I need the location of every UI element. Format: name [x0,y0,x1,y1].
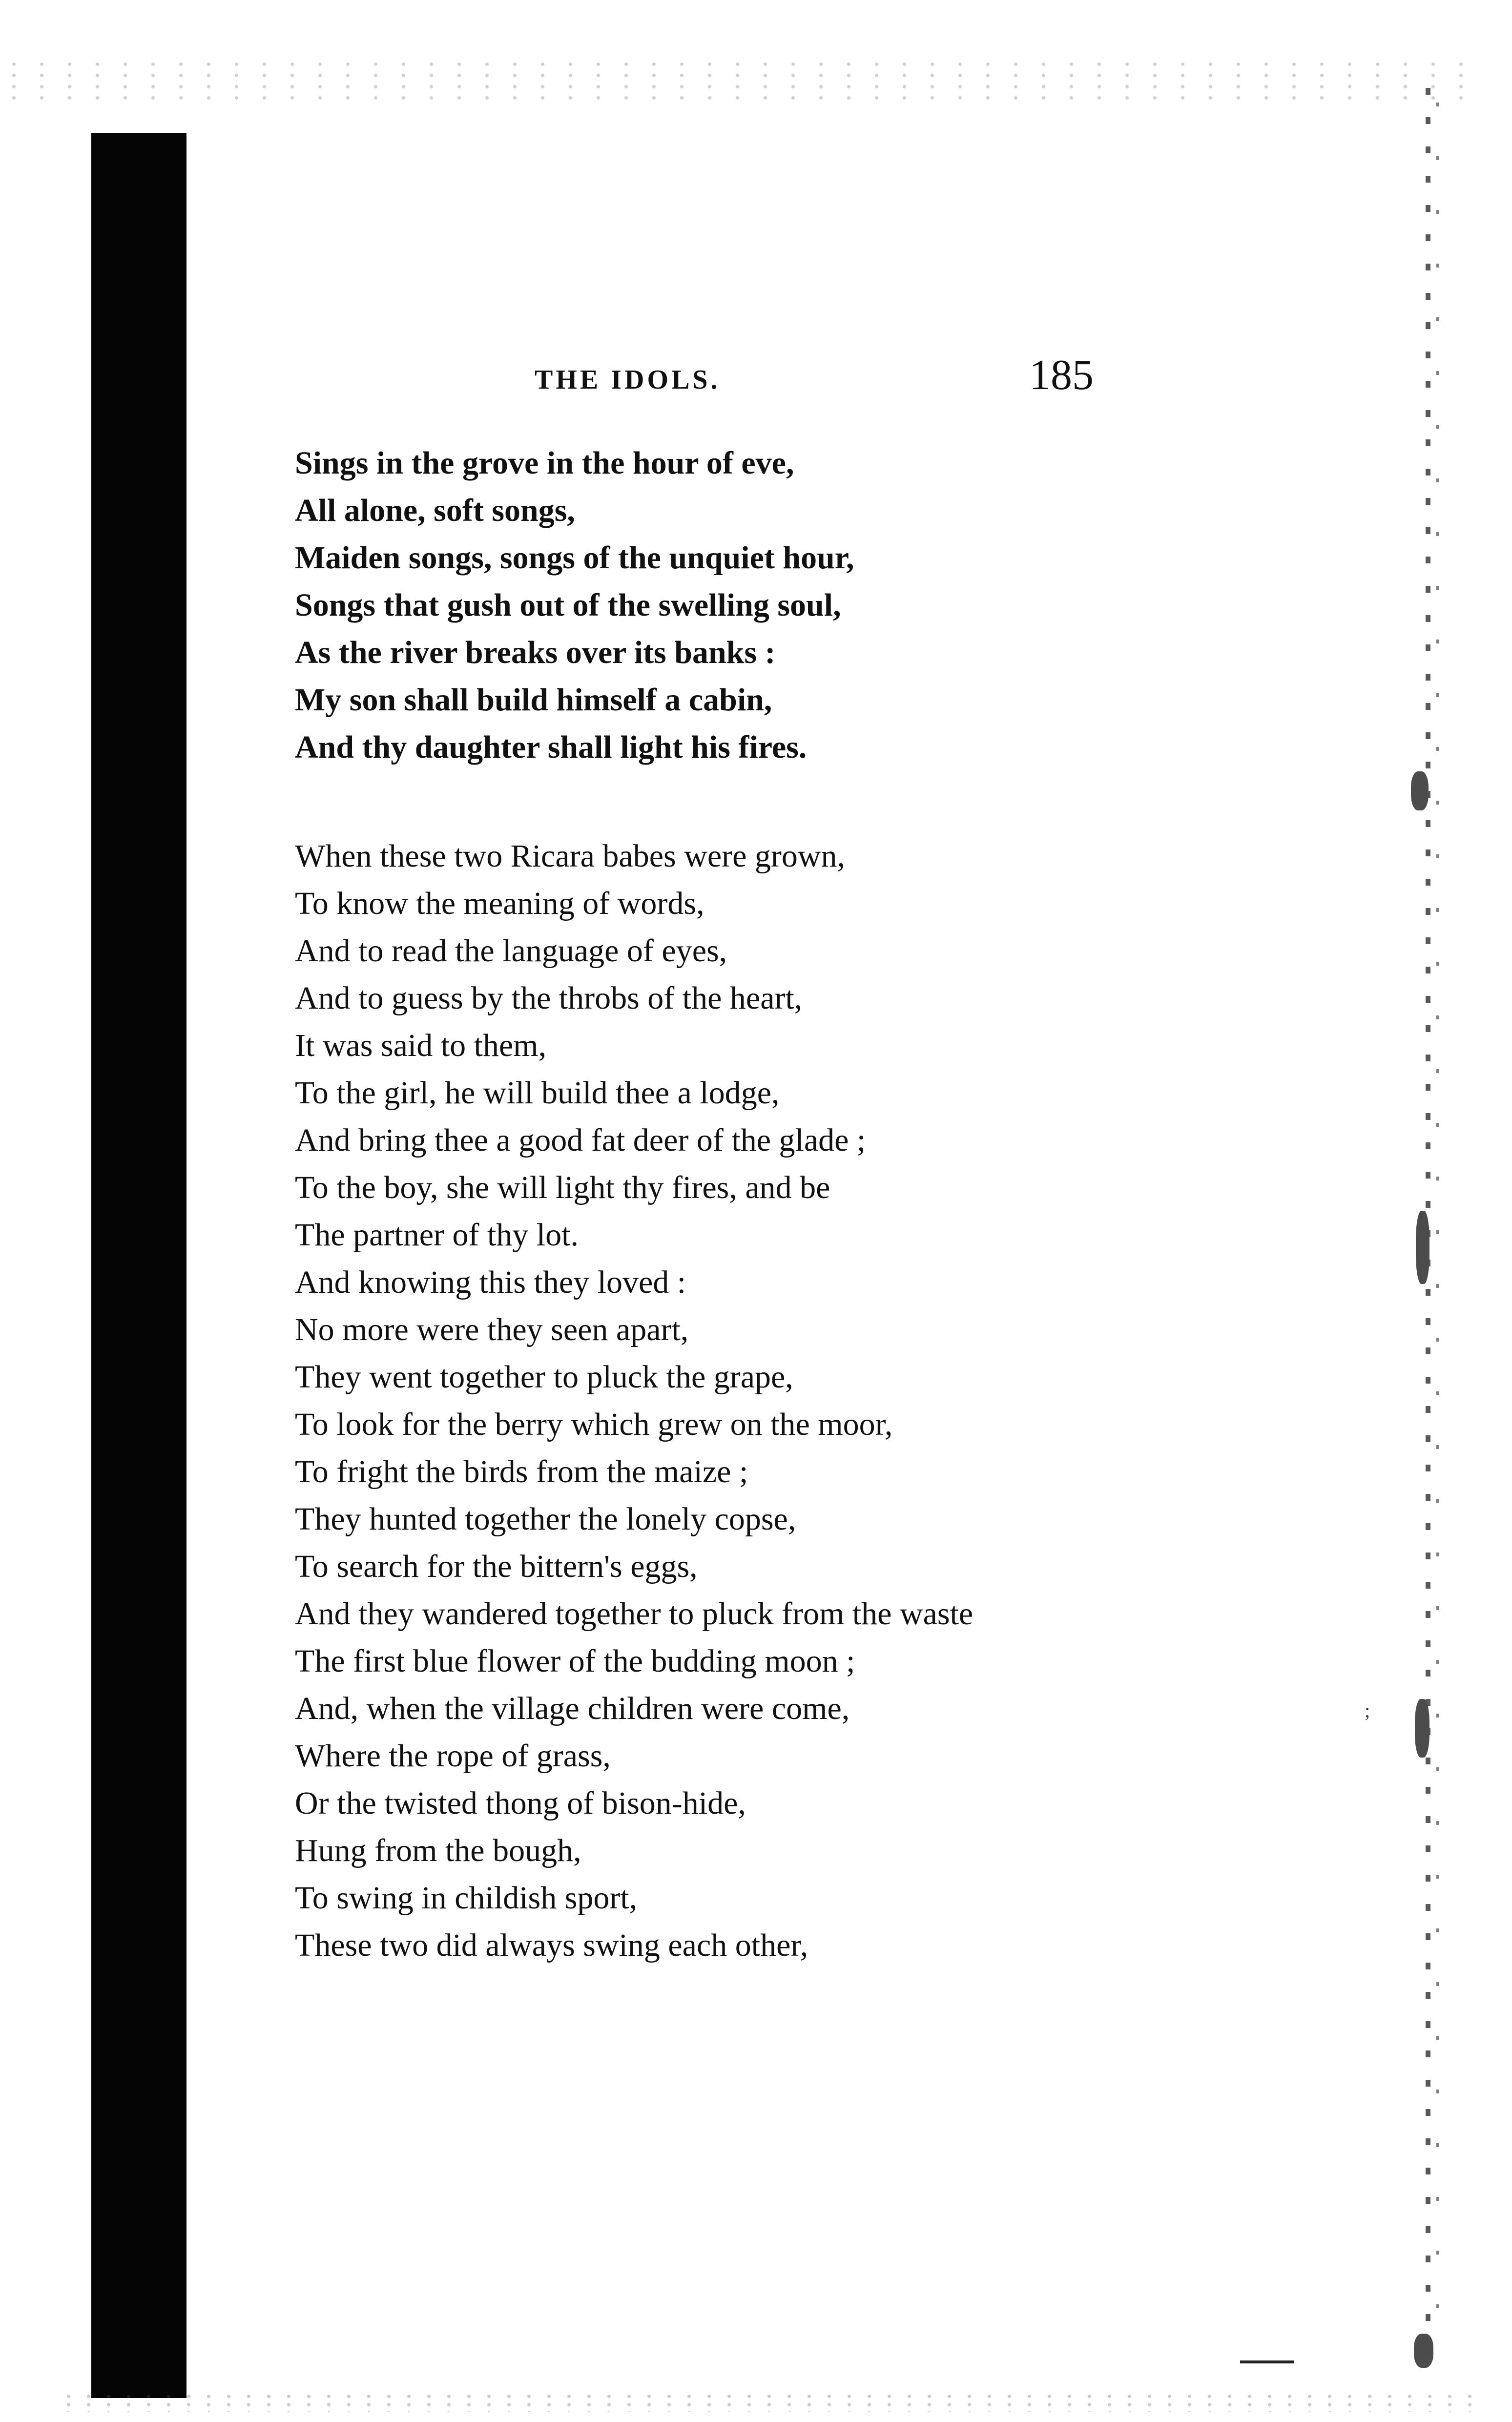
poem-line: To search for the bittern's eggs, [295,1549,698,1584]
poem-line: And to read the language of eyes, [295,933,727,969]
binding-shadow [91,133,186,2398]
poem-line: To look for the berry which grew on the moor, [295,1407,893,1442]
poem-line: The partner of thy lot. [295,1217,579,1253]
poem-line: And they wandered together to pluck from the waste [295,1596,973,1632]
poem-line: Hung from the bough, [295,1833,581,1868]
poem-line: All alone, soft songs, [295,493,575,528]
poem-line: And knowing this they loved : [295,1264,686,1300]
poem-line: And to guess by the throbs of the heart, [295,980,803,1016]
poem-line: And, when the village children were come, [295,1691,850,1726]
page-number: 185 [1029,352,1094,399]
poem-line: Where the rope of grass, [295,1738,611,1774]
poem-line: It was said to them, [295,1028,547,1063]
poem-line: And bring thee a good fat deer of the glade ; [295,1122,866,1158]
scan-edge-top [0,59,1465,103]
poem-line: To the girl, he will build thee a lodge, [295,1075,780,1111]
poem-line: Or the twisted thong of bison-hide, [295,1785,746,1821]
poem-text [295,439,1388,1969]
poem-line: To the boy, she will light thy fires, and be [295,1170,830,1205]
poem-line: Songs that gush out of the swelling soul, [295,587,841,623]
running-head: THE IDOLS. [535,365,721,395]
poem-line: They went together to pluck the grape, [295,1359,793,1395]
poem-line: To fright the birds from the maize ; [295,1454,748,1490]
poem-line: As the river breaks over its banks : [295,635,776,670]
scan-edge-bottom [59,2392,1474,2412]
footer-dash [1240,2360,1294,2363]
poem-line: No more were they seen apart, [295,1312,689,1347]
stanza-break [295,771,1388,832]
poem-line: To know the meaning of words, [295,886,704,921]
scan-edge-right [1406,88,1452,2353]
margin-mark: ; [1365,1699,1370,1721]
page-header [293,351,1094,404]
poem-line: Maiden songs, songs of the unquiet hour, [295,540,854,576]
poem-line: The first blue flower of the budding moon ; [295,1643,855,1679]
poem-line: My son shall build himself a cabin, [295,682,772,718]
poem-line: Sings in the grove in the hour of eve, [295,445,794,481]
poem-line: These two did always swing each other, [295,1927,808,1963]
poem-line: And thy daughter shall light his fires. [295,729,807,765]
poem-line: They hunted together the lonely copse, [295,1501,796,1537]
poem-line: When these two Ricara babes were grown, [295,838,846,874]
poem-line: To swing in childish sport, [295,1880,638,1916]
